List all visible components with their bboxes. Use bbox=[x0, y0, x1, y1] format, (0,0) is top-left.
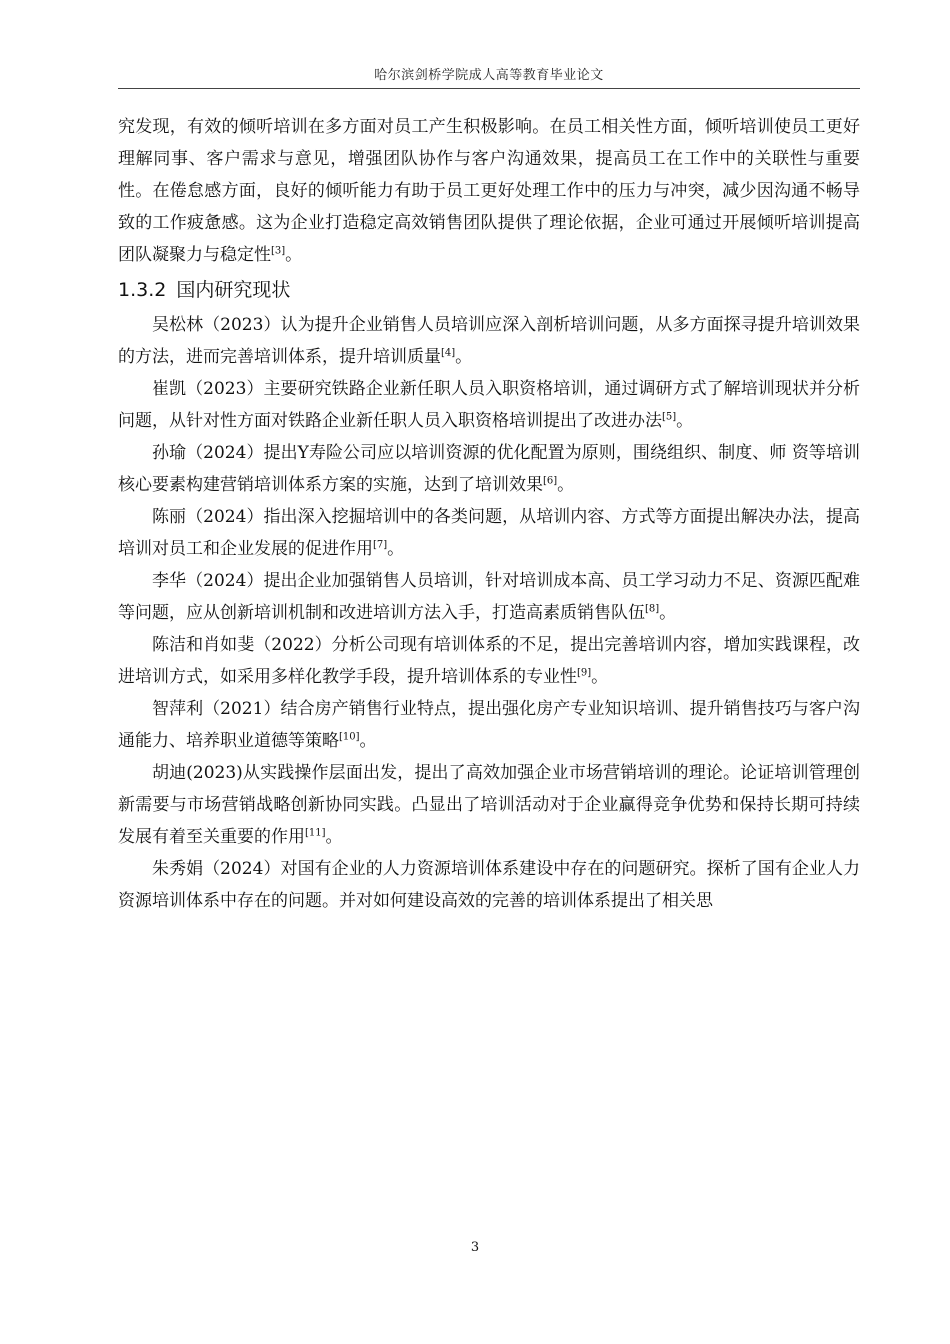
citation: [7] bbox=[373, 539, 388, 551]
paragraph-end: 。 bbox=[285, 245, 303, 265]
paragraph-end: 。 bbox=[455, 347, 473, 367]
paragraph-end: 。 bbox=[387, 539, 405, 559]
citation: [5] bbox=[662, 411, 677, 423]
paragraph-end: 。 bbox=[359, 731, 377, 751]
paragraph-2 bbox=[118, 373, 860, 437]
citation: [4] bbox=[441, 347, 456, 359]
citation: [11] bbox=[305, 827, 326, 839]
page-header: 哈尔滨剑桥学院成人高等教育毕业论文 bbox=[374, 68, 604, 83]
paragraph-end: 。 bbox=[325, 827, 343, 847]
citation: [8] bbox=[645, 603, 660, 615]
paragraph-end: 。 bbox=[676, 411, 694, 431]
intro-paragraph bbox=[118, 111, 860, 271]
paragraph-text: 李华（2024）提出企业加强销售人员培训，针对培训成本高、员工学习动力不足、资源匹配难等问题，应从创新培训机制和改进培训方法入手，打造高素质销售队伍 bbox=[118, 571, 860, 623]
paragraph-text: 胡迪(2023)从实践操作层面出发，提出了高效加强企业市场营销培训的理论。论证培训管理创新需要与市场营销战略创新协同实践。凸显出了培训活动对于企业赢得竞争优势和保持长期可持续发展有着至关重要的作用 bbox=[118, 763, 860, 847]
paragraph-9 bbox=[118, 853, 860, 917]
paragraph-8 bbox=[118, 757, 860, 853]
paragraph-3 bbox=[118, 437, 860, 501]
paragraph-text: 陈丽（2024）指出深入挖掘培训中的各类问题，从培训内容、方式等方面提出解决办法，提高培训对员工和企业发展的促进作用 bbox=[118, 507, 860, 559]
header-rule bbox=[118, 88, 860, 89]
paragraph-7 bbox=[118, 693, 860, 757]
paragraph-text: 崔凯（2023）主要研究铁路企业新任职人员入职资格培训，通过调研方式了解培训现状并分析问题，从针对性方面对铁路企业新任职人员入职资格培训提出了改进办法 bbox=[118, 379, 860, 431]
page-body bbox=[118, 111, 860, 917]
paragraph-text: 孙瑜（2024）提出Y寿险公司应以培训资源的优化配置为原则，围绕组织、制度、师 资等培训核心要素构建营销培训体系方案的实施，达到了培训效果 bbox=[118, 443, 860, 495]
paragraph-end: 。 bbox=[557, 475, 575, 495]
paragraph-5 bbox=[118, 565, 860, 629]
section-heading bbox=[118, 275, 860, 305]
intro-paragraph-text: 究发现，有效的倾听培训在多方面对员工产生积极影响。在员工相关性方面，倾听培训使员工更好理解同事、客户需求与意见，增强团队协作与客户沟通效果，提高员工在工作中的关联性与重要性。在倦怠感方面，良好的倾听能力有助于员工更好处理工作中的压力与冲突，减少因沟通不畅导致的工作疲惫感。这为企业打造稳定高效销售团队提供了理论依据，企业可通过开展倾听培训提高团队凝聚力与稳定性 bbox=[118, 117, 860, 265]
paragraph-text: 吴松林（2023）认为提升企业销售人员培训应深入剖析培训问题，从多方面探寻提升培训效果的方法，进而完善培训体系，提升培训质量 bbox=[118, 315, 860, 367]
citation: [10] bbox=[339, 731, 360, 743]
paragraph-4 bbox=[118, 501, 860, 565]
paragraph-text: 智萍利（2021）结合房产销售行业特点，提出强化房产专业知识培训、提升销售技巧与客户沟通能力、培养职业道德等策略 bbox=[118, 699, 860, 751]
section-title: 国内研究现状 bbox=[176, 279, 291, 301]
paragraph-text: 朱秀娟（2024）对国有企业的人力资源培训体系建设中存在的问题研究。探析了国有企业人力资源培训体系中存在的问题。并对如何建设高效的完善的培训体系提出了相关思 bbox=[118, 859, 860, 911]
page-number: 3 bbox=[470, 1240, 480, 1255]
paragraph-text: 陈洁和肖如斐（2022）分析公司现有培训体系的不足，提出完善培训内容，增加实践课程，改进培训方式，如采用多样化教学手段，提升培训体系的专业性 bbox=[118, 635, 860, 687]
paragraph-1 bbox=[118, 309, 860, 373]
paragraph-end: 。 bbox=[659, 603, 677, 623]
citation: [3] bbox=[271, 245, 286, 257]
citation: [6] bbox=[543, 475, 558, 487]
paragraph-6 bbox=[118, 629, 860, 693]
citation: [9] bbox=[577, 667, 592, 679]
section-number: 1.3.2 bbox=[118, 279, 167, 301]
paragraph-end: 。 bbox=[591, 667, 609, 687]
